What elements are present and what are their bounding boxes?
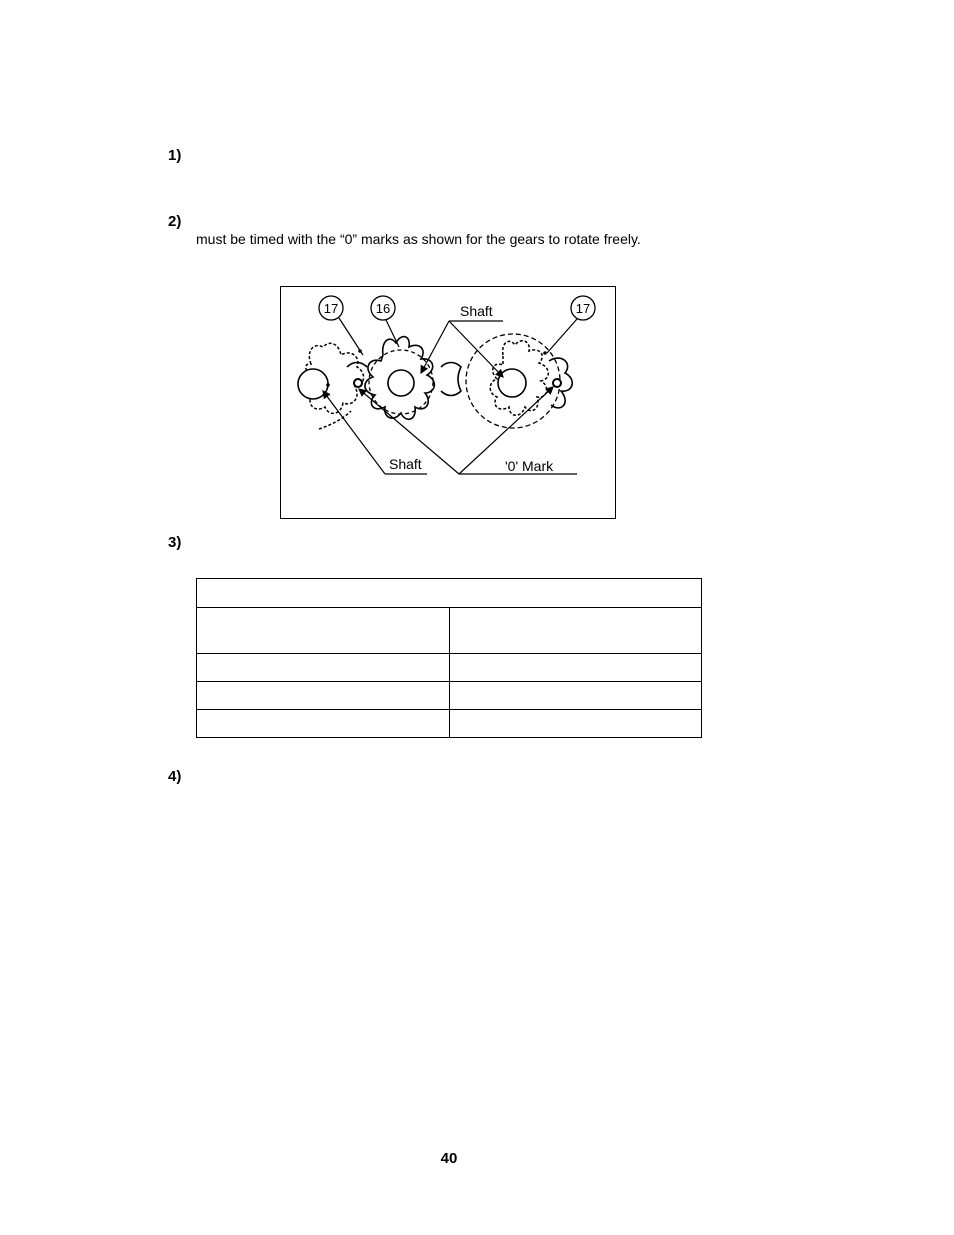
gear-timing-figure: [280, 286, 616, 519]
label-shaft-top: Shaft: [460, 303, 493, 319]
label-zero-mark: '0' Mark: [505, 458, 554, 474]
right-shaft-circle: [498, 369, 526, 397]
callout-17-left: [319, 296, 363, 355]
svg-text:17: 17: [575, 301, 591, 316]
left-shaft-circle: [298, 369, 328, 399]
label-shaft-bottom: Shaft: [389, 456, 422, 472]
table-header-row: [197, 579, 702, 608]
left-zero-mark-dot: [354, 379, 362, 387]
table-cell: [197, 579, 702, 608]
gear-diagram: [281, 287, 615, 518]
callout-16: [371, 296, 399, 347]
spec-table: [196, 578, 702, 738]
table-row: [197, 608, 702, 654]
table-cell: [449, 682, 702, 710]
step-3-number: 3): [168, 534, 182, 551]
step-4-number: 4): [168, 768, 182, 785]
table-cell: [449, 710, 702, 738]
page-number: 40: [440, 1150, 458, 1167]
right-zero-mark-dot: [553, 379, 561, 387]
svg-text:16: 16: [375, 301, 391, 316]
table-row: [197, 682, 702, 710]
table-cell: [197, 710, 450, 738]
step-2-text: must be timed with the “0” marks as shown for the gears to rotate freely.: [196, 231, 641, 247]
table-row: [197, 710, 702, 738]
table-cell: [197, 682, 450, 710]
step-1-number: 1): [168, 147, 182, 164]
table-row: [197, 654, 702, 682]
table-cell: [197, 608, 450, 654]
svg-text:17: 17: [323, 301, 339, 316]
step-2-number: 2): [168, 213, 182, 230]
table-cell: [197, 654, 450, 682]
table-cell: [449, 608, 702, 654]
callout-17-right: [547, 296, 595, 353]
center-shaft-circle: [388, 370, 414, 396]
table-cell: [449, 654, 702, 682]
